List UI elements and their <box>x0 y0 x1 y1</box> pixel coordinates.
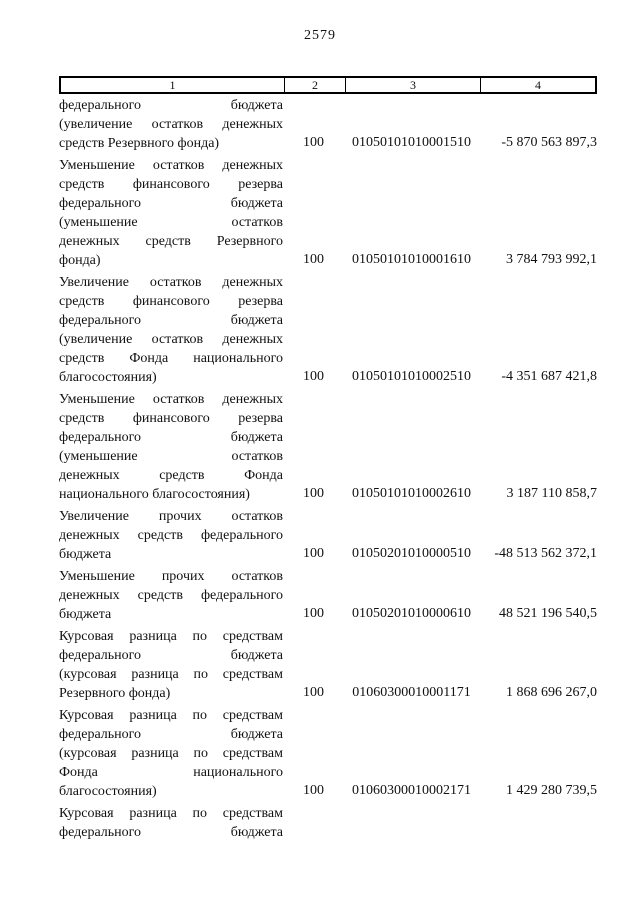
description-line: благосостояния) <box>59 784 157 799</box>
description-line: средств финансового резерва <box>59 411 283 426</box>
classification-code-cell: 01060300010001171 <box>352 685 471 700</box>
description-line: бюджета <box>59 547 112 562</box>
description-line: денежных средств Резервного <box>59 234 283 249</box>
classification-code-cell: 01050101010001510 <box>352 135 471 150</box>
amount-cell: -5 870 563 897,3 <box>501 135 597 150</box>
classification-code-cell <box>344 841 479 842</box>
admin-code-cell: 100 <box>303 135 324 150</box>
table-row <box>59 567 597 624</box>
description-line: федерального бюджета <box>59 727 283 742</box>
row-description <box>59 627 283 703</box>
admin-code-cell: 100 <box>303 486 324 501</box>
description-line: фонда) <box>59 253 101 268</box>
table-row <box>59 804 597 842</box>
description-line: (уменьшение остатков <box>59 215 283 230</box>
row-description <box>59 96 283 153</box>
description-line: (увеличение остатков денежных <box>59 117 283 132</box>
amount-cell <box>479 841 597 842</box>
page-number: 2579 <box>304 28 336 43</box>
row-description <box>59 804 283 842</box>
description-line: федерального бюджета <box>59 196 283 211</box>
description-line: (уменьшение остатков <box>59 449 283 464</box>
description-line: (курсовая разница по средствам <box>59 667 283 682</box>
row-description <box>59 156 283 270</box>
budget-table <box>59 76 597 845</box>
description-line: Резервного фонда) <box>59 686 171 701</box>
description-line: федерального бюджета <box>59 430 283 445</box>
description-line: средств финансового резерва <box>59 177 283 192</box>
admin-code-cell <box>283 841 344 842</box>
table-body <box>59 96 597 842</box>
row-description <box>59 567 283 624</box>
table-row <box>59 96 597 153</box>
row-description <box>59 390 283 504</box>
table-row <box>59 156 597 270</box>
description-line: Курсовая разница по средствам <box>59 708 283 723</box>
description-line: национального благосостояния) <box>59 487 250 502</box>
description-line: федерального бюджета <box>59 648 283 663</box>
description-line: Увеличение прочих остатков <box>59 509 283 524</box>
admin-code-cell: 100 <box>303 252 324 267</box>
description-line: (увеличение остатков денежных <box>59 332 283 347</box>
description-line: Уменьшение остатков денежных <box>59 158 283 173</box>
amount-cell: 1 868 696 267,0 <box>506 685 597 700</box>
table-row <box>59 390 597 504</box>
amount-cell: 48 521 196 540,5 <box>499 606 597 621</box>
admin-code-cell: 100 <box>303 369 324 384</box>
description-line: средств финансового резерва <box>59 294 283 309</box>
description-line: средств Фонда национального <box>59 351 283 366</box>
description-line: федерального бюджета <box>59 825 283 840</box>
amount-cell: 1 429 280 739,5 <box>506 783 597 798</box>
table-header-col4: 4 <box>535 78 541 92</box>
admin-code-cell: 100 <box>303 546 324 561</box>
description-line: Фонда национального <box>59 765 283 780</box>
description-line: федерального бюджета <box>59 98 283 113</box>
description-line: средств Резервного фонда) <box>59 136 220 151</box>
amount-cell: 3 187 110 858,7 <box>506 486 597 501</box>
classification-code-cell: 01050201010000510 <box>352 546 471 561</box>
row-description <box>59 507 283 564</box>
table-row <box>59 507 597 564</box>
description-line: Курсовая разница по средствам <box>59 806 283 821</box>
table-header-row <box>59 76 597 94</box>
description-line: бюджета <box>59 607 112 622</box>
admin-code-cell: 100 <box>303 685 324 700</box>
table-row <box>59 273 597 387</box>
table-row <box>59 627 597 703</box>
row-description <box>59 706 283 801</box>
description-line: Уменьшение остатков денежных <box>59 392 283 407</box>
amount-cell: 3 784 793 992,1 <box>506 252 597 267</box>
table-header-col2: 2 <box>285 78 346 92</box>
amount-cell: -4 351 687 421,8 <box>501 369 597 384</box>
description-line: (курсовая разница по средствам <box>59 746 283 761</box>
classification-code-cell: 01050201010000610 <box>352 606 471 621</box>
description-line: Уменьшение прочих остатков <box>59 569 283 584</box>
classification-code-cell: 01050101010001610 <box>352 252 471 267</box>
classification-code-cell: 01050101010002510 <box>352 369 471 384</box>
description-line: Курсовая разница по средствам <box>59 629 283 644</box>
table-row <box>59 706 597 801</box>
admin-code-cell: 100 <box>303 783 324 798</box>
description-line: денежных средств Фонда <box>59 468 283 483</box>
classification-code-cell: 01050101010002610 <box>352 486 471 501</box>
row-description <box>59 273 283 387</box>
description-line: благосостояния) <box>59 370 157 385</box>
description-line: федерального бюджета <box>59 313 283 328</box>
classification-code-cell: 01060300010002171 <box>352 783 471 798</box>
description-line: Увеличение остатков денежных <box>59 275 283 290</box>
amount-cell: -48 513 562 372,1 <box>494 546 597 561</box>
description-line: денежных средств федерального <box>59 588 283 603</box>
admin-code-cell: 100 <box>303 606 324 621</box>
table-header-col3: 3 <box>346 78 481 92</box>
table-header-col1: 1 <box>61 78 285 92</box>
description-line: денежных средств федерального <box>59 528 283 543</box>
